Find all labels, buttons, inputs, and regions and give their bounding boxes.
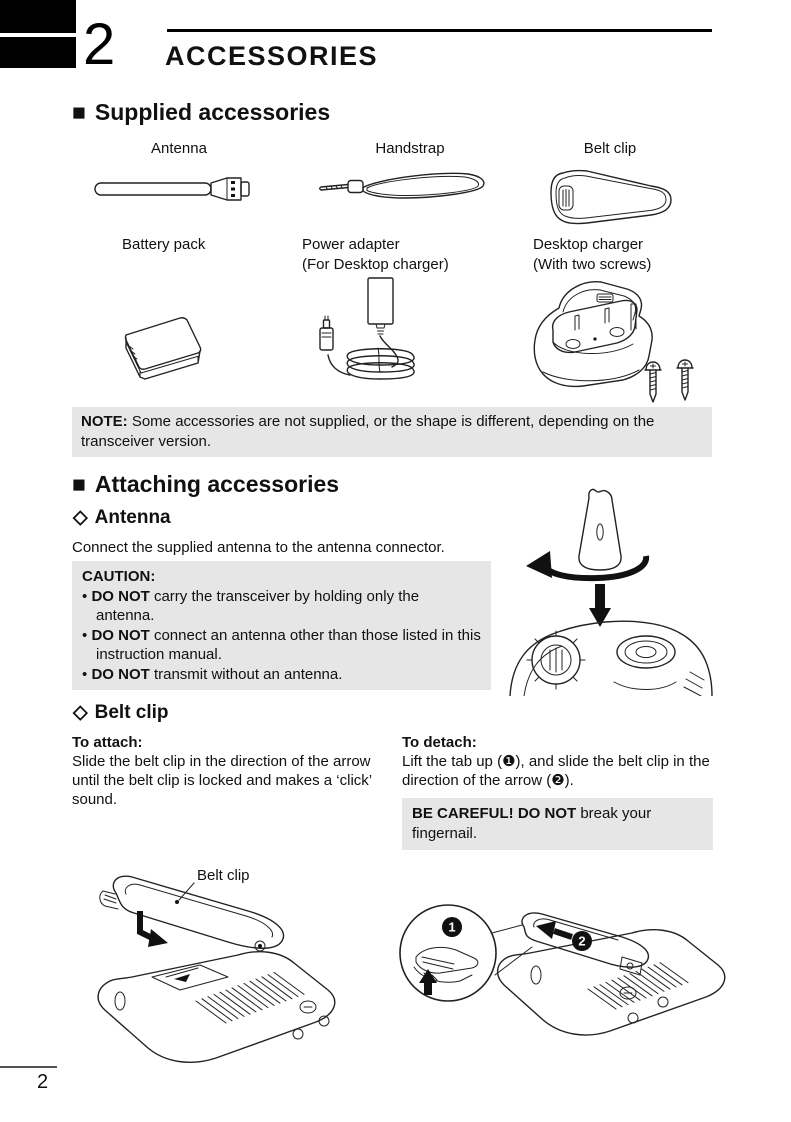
lift-arrow	[419, 969, 437, 983]
speaker-grille	[588, 963, 688, 1009]
label-battery-pack: Battery pack	[122, 236, 206, 253]
desktop-charger-illustration	[513, 264, 713, 406]
note-text: Some accessories are not supplied, or the shape is different, depending on the transceiver version.	[81, 413, 655, 450]
careful-bold: BE CAREFUL! DO NOT	[412, 805, 577, 822]
subsection-marker: ◇	[73, 507, 88, 528]
label-power-adapter: Power adapter	[302, 236, 400, 253]
chapter-tab-block-bottom	[0, 37, 76, 68]
handstrap-illustration	[318, 167, 493, 207]
note-box	[72, 407, 712, 457]
belt-clip-detach-illustration	[396, 885, 733, 1087]
belt-clip-illustration	[543, 162, 678, 228]
bullet: •	[82, 665, 88, 683]
caution-item: • DO NOT connect an antenna other than those listed in this instruction manual.	[82, 626, 481, 663]
battery-pack-illustration	[118, 314, 210, 402]
be-careful-box	[402, 798, 713, 850]
rotate-arrowhead	[526, 551, 552, 578]
belt-clip-subheading: ◇ Belt clip	[73, 702, 169, 723]
detach-body: Lift the tab up (❶), and slide the belt clip in the direction of the arrow (❷).	[402, 753, 710, 789]
svg-text:1: 1	[448, 919, 456, 935]
tab-detail	[416, 947, 478, 973]
chapter-tab-block-top	[0, 0, 76, 33]
antenna-attach-illustration	[494, 482, 716, 696]
footer-page-number: 2	[37, 1071, 49, 1093]
bullet: •	[82, 587, 88, 605]
chapter-rule	[167, 29, 712, 32]
belt-clip-callout-label: Belt clip	[197, 867, 250, 884]
belt-clip-attach-illustration	[76, 849, 376, 1064]
detach-title: To detach:	[402, 734, 477, 751]
caution-item: • DO NOT carry the transceiver by holding only the antenna.	[82, 587, 420, 624]
attach-title: To attach:	[72, 734, 143, 751]
attach-column	[72, 733, 378, 809]
label-desktop-charger: Desktop charger	[533, 236, 644, 253]
chapter-title: ACCESSORIES	[165, 41, 379, 71]
sublabel-power-adapter: (For Desktop charger)	[302, 256, 449, 273]
antenna-illustration	[90, 169, 270, 205]
screw-icon	[645, 362, 661, 402]
screw-icon	[677, 360, 693, 400]
section-marker: ■	[72, 471, 86, 497]
label-antenna: Antenna	[151, 140, 207, 157]
attach-body: Slide the belt clip in the direction of the arrow until the belt clip is locked and makes a ‘click’ sound.	[72, 753, 372, 808]
speaker-grille	[196, 972, 304, 1023]
footer-rule	[0, 1066, 57, 1068]
section-marker: ■	[72, 99, 86, 125]
label-handstrap: Handstrap	[375, 140, 445, 157]
down-arrow	[595, 584, 605, 610]
supplied-accessories-heading: ■ Supplied accessories	[72, 99, 331, 125]
detach-column	[402, 733, 726, 790]
chapter-number: 2	[83, 12, 116, 77]
antenna-intro-text: Connect the supplied antenna to the antenna connector.	[72, 539, 445, 556]
rotate-arrow	[544, 556, 646, 578]
sublabel-desktop-charger: (With two screws)	[533, 256, 652, 273]
transceiver-body	[498, 930, 725, 1035]
note-title: NOTE:	[81, 413, 128, 430]
subsection-marker: ◇	[73, 702, 88, 723]
caution-box	[72, 561, 491, 690]
antenna-subheading: ◇ Antenna	[73, 507, 171, 528]
caution-title: CAUTION:	[82, 568, 156, 585]
bullet: •	[82, 626, 88, 644]
power-adapter-illustration	[308, 268, 423, 402]
transceiver-body	[98, 952, 335, 1063]
careful-text: break your fingernail.	[412, 805, 652, 842]
label-belt-clip: Belt clip	[583, 140, 637, 157]
caution-item: • DO NOT transmit without an antenna.	[82, 665, 343, 683]
svg-text:2: 2	[578, 933, 586, 949]
slide-arrow-2	[554, 931, 572, 937]
attaching-accessories-heading: ■ Attaching accessories	[72, 471, 340, 497]
